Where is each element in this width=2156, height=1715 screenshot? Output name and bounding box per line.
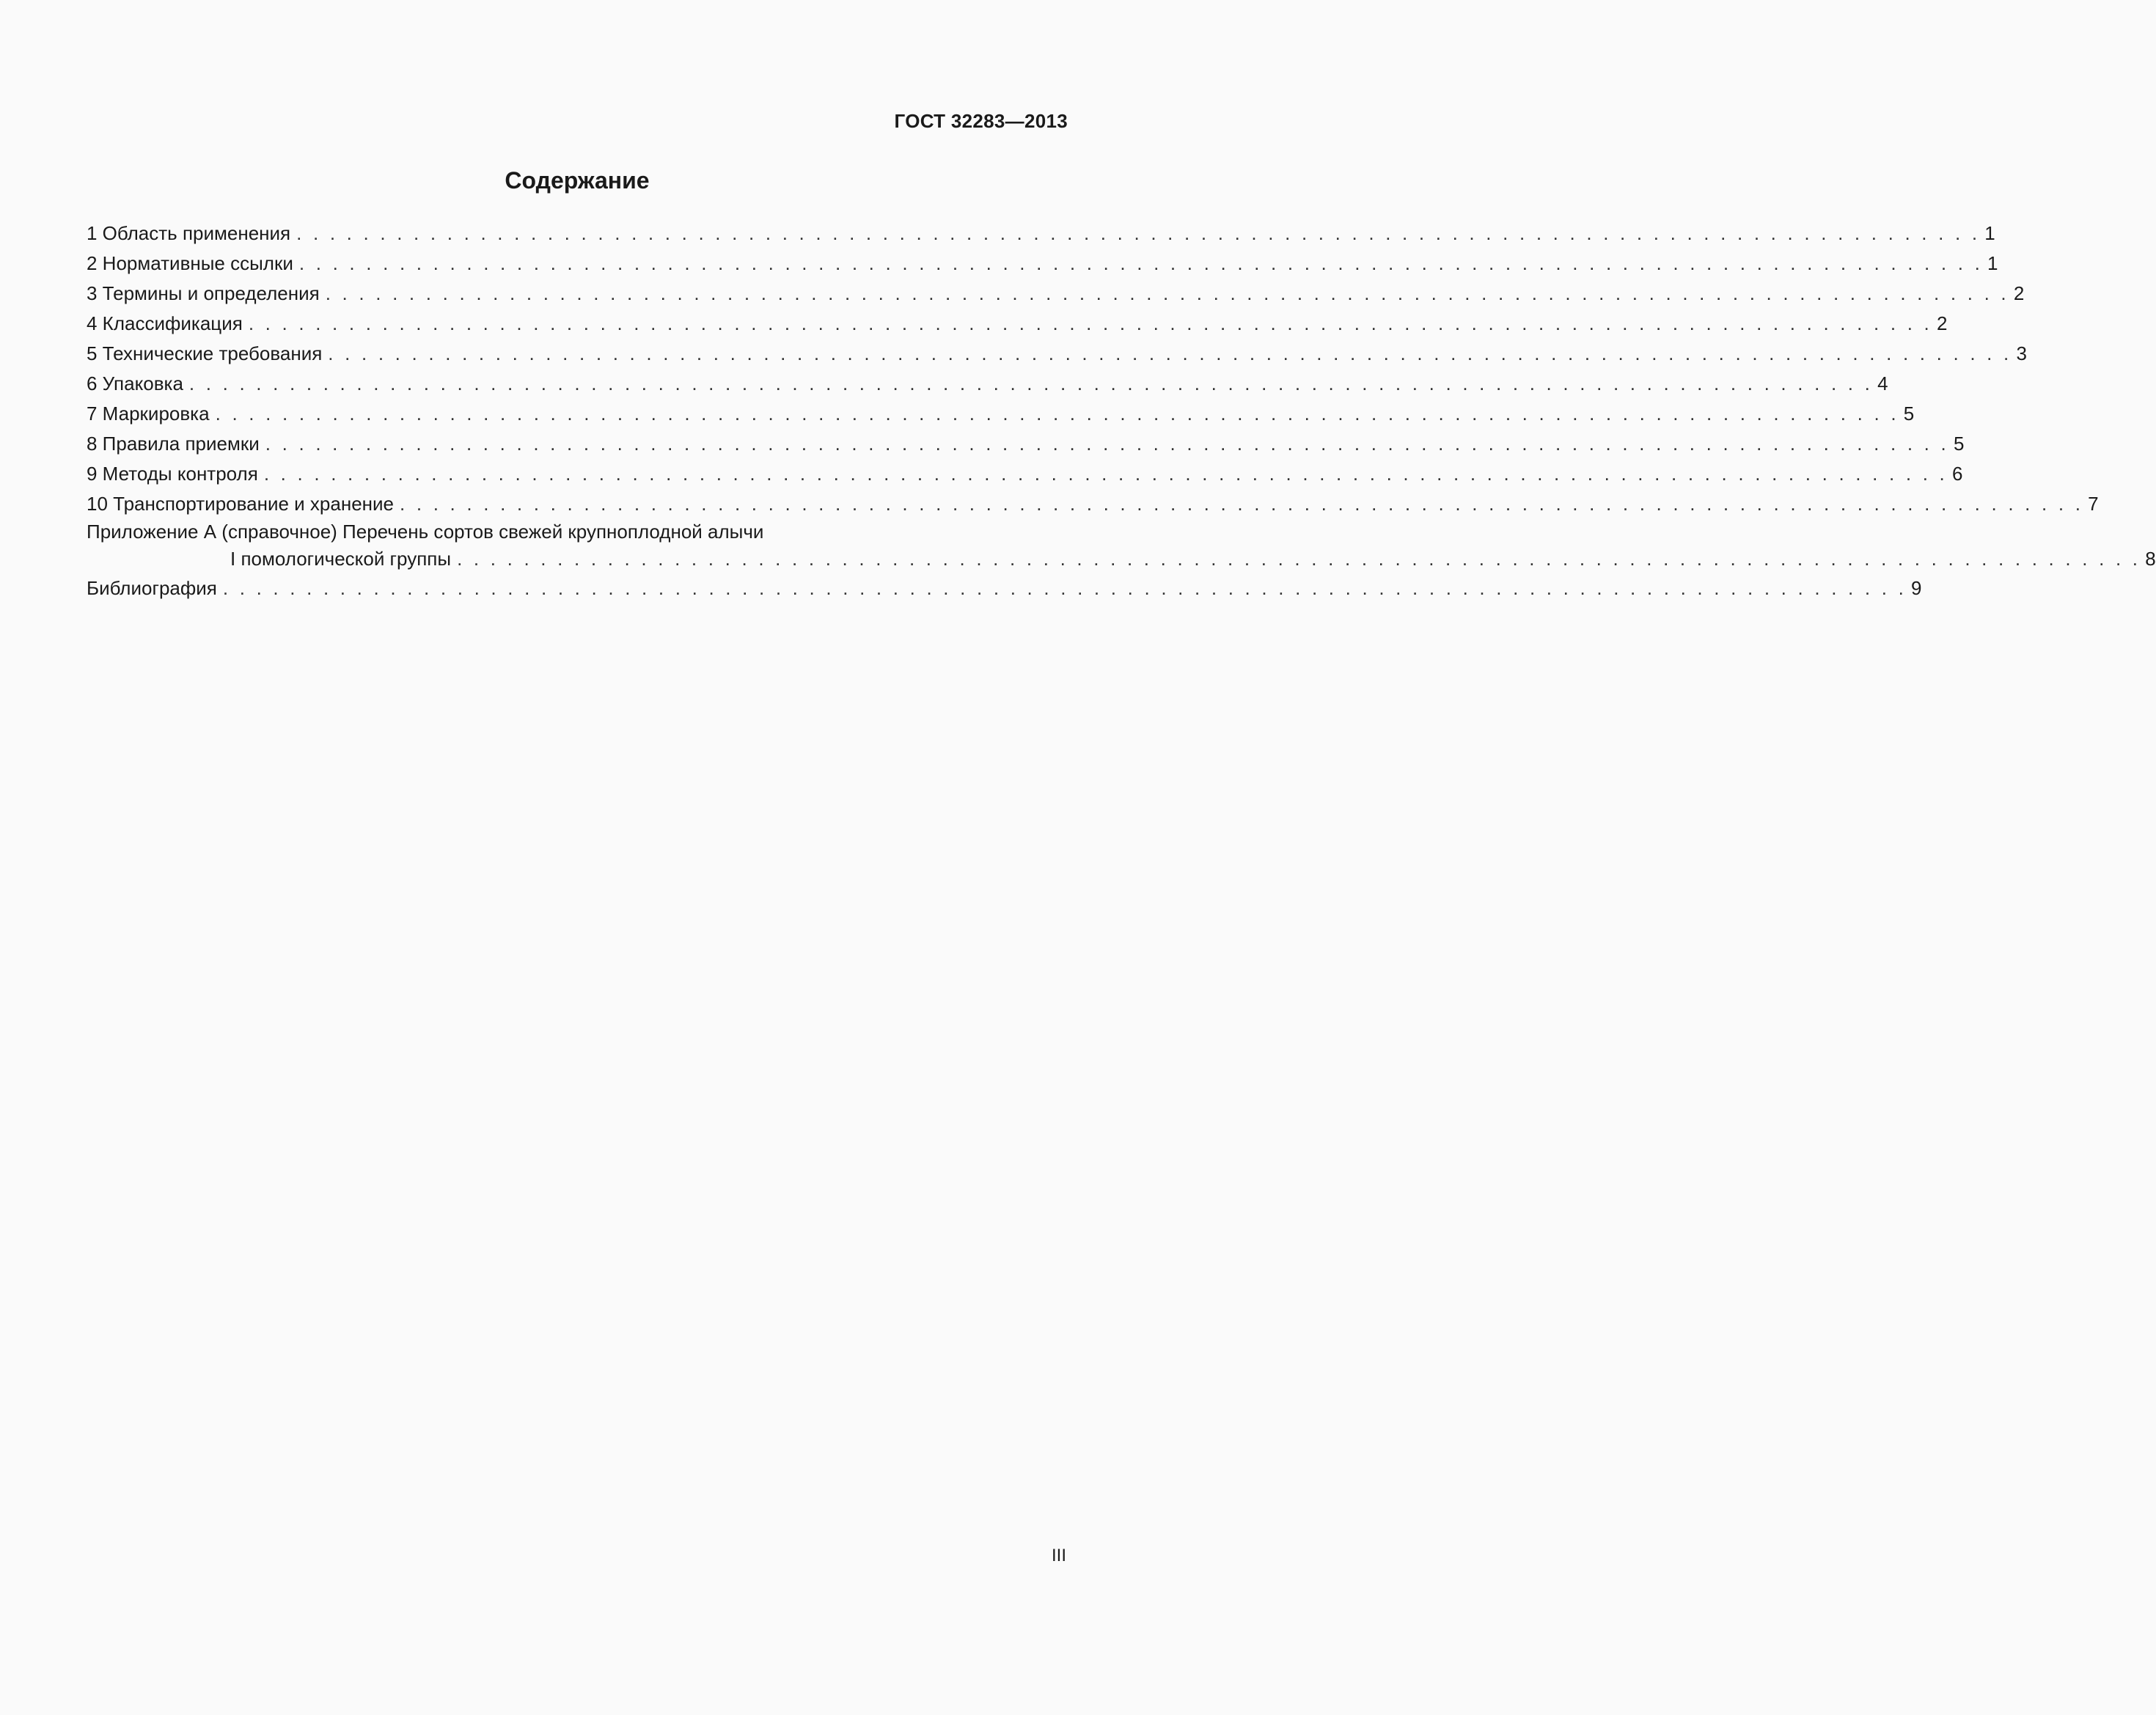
toc-item-page: 1 xyxy=(1984,222,1995,244)
toc-leader-dots: . . . . . . . . . . . . . . . . . . . . . . . . . . . . . . . . . . . . . . . . . . . . . . . . . . . . . . . . . . . . . . . . . . . . . . . . . . . . . . . . . . . . . . . . . . . . . . . . . . . . . xyxy=(400,493,2084,515)
toc-item-page: 6 xyxy=(1951,463,1963,485)
toc-appendix-label-line1: Приложение А (справочное) Перечень сортов свежей крупноплодной алычи xyxy=(87,521,764,543)
toc-item[interactable] xyxy=(87,369,1888,399)
toc-item-label: 4 Классификация xyxy=(87,312,243,334)
toc-item-label: Библиография xyxy=(87,577,217,599)
toc-leader-dots: . . . . . . . . . . . . . . . . . . . . . . . . . . . . . . . . . . . . . . . . . . . . . . . . . . . . . . . . . . . . . . . . . . . . . . . . . . . . . . . . . . . . . . . . . . . . . . . . . . . . . xyxy=(222,577,1907,599)
toc-item-page: 4 xyxy=(1877,372,1888,394)
toc-item[interactable] xyxy=(87,309,1948,339)
toc-item-label: 8 Правила приемки xyxy=(87,433,260,455)
toc-item[interactable] xyxy=(87,279,2025,309)
document-id: ГОСТ 32283—2013 xyxy=(894,110,1068,132)
toc-leader-dots: . . . . . . . . . . . . . . . . . . . . . . . . . . . . . . . . . . . . . . . . . . . . . . . . . . . . . . . . . . . . . . . . . . . . . . . . . . . . . . . . . . . . . . . . . . . . . . . . . . . . . xyxy=(188,372,1874,394)
toc-leader-dots: . . . . . . . . . . . . . . . . . . . . . . . . . . . . . . . . . . . . . . . . . . . . . . . . . . . . . . . . . . . . . . . . . . . . . . . . . . . . . . . . . . . . . . . . . . . . . . . . . . . . . xyxy=(263,463,1948,485)
toc-item[interactable] xyxy=(87,489,2099,519)
toc-item-label: 1 Область применения xyxy=(87,222,291,244)
toc-leader-dots: . . . . . . . . . . . . . . . . . . . . . . . . . . . . . . . . . . . . . . . . . . . . . . . . . . . . . . . . . . . . . . . . . . . . . . . . . . . . . . . . . . . . . . . . . . . . . . . . . . . . . xyxy=(215,403,1899,425)
table-of-contents xyxy=(87,218,2156,603)
toc-item-label: 9 Методы контроля xyxy=(87,463,258,485)
toc-item-page: 1 xyxy=(1987,252,1998,274)
toc-item[interactable] xyxy=(87,399,1915,429)
toc-leader-dots: . . . . . . . . . . . . . . . . . . . . . . . . . . . . . . . . . . . . . . . . . . . . . . . . . . . . . . . . . . . . . . . . . . . . . . . . . . . . . . . . . . . . . . . . . . . . . . . . . . . . . xyxy=(265,433,1949,455)
toc-leader-dots: . . . . . . . . . . . . . . . . . . . . . . . . . . . . . . . . . . . . . . . . . . . . . . . . . . . . . . . . . . . . . . . . . . . . . . . . . . . . . . . . . . . . . . . . . . . . . . . . . . . . . xyxy=(328,342,2012,364)
toc-leader-dots: . . . . . . . . . . . . . . . . . . . . . . . . . . . . . . . . . . . . . . . . . . . . . . . . . . . . . . . . . . . . . . . . . . . . . . . . . . . . . . . . . . . . . . . . . . . . . . . . . . . . . xyxy=(298,252,1984,274)
toc-item-page: 8 xyxy=(2145,548,2156,570)
toc-appendix-label-line2: I помологической группы xyxy=(230,548,452,570)
toc-item-appendix[interactable] xyxy=(87,519,2156,573)
toc-item-label: 3 Термины и определения xyxy=(87,282,320,304)
toc-leader-dots: . . . . . . . . . . . . . . . . . . . . . . . . . . . . . . . . . . . . . . . . . . . . . . . . . . . . . . . . . . . . . . . . . . . . . . . . . . . . . . . . . . . . . . . . . . . . . . . . . . . . . xyxy=(296,222,1981,244)
toc-title: Содержание xyxy=(505,167,650,194)
toc-leader-dots: . . . . . . . . . . . . . . . . . . . . . . . . . . . . . . . . . . . . . . . . . . . . . . . . . . . . . . . . . . . . . . . . . . . . . . . . . . . . . . . . . . . . . . . . . . . . . . . . . . . . . xyxy=(457,548,2141,570)
page-number: III xyxy=(1051,1546,1066,1565)
toc-item[interactable] xyxy=(87,429,1965,459)
toc-leader-dots: . . . . . . . . . . . . . . . . . . . . . . . . . . . . . . . . . . . . . . . . . . . . . . . . . . . . . . . . . . . . . . . . . . . . . . . . . . . . . . . . . . . . . . . . . . . . . . . . . . . . . xyxy=(248,312,1932,334)
toc-item-page: 9 xyxy=(1911,577,1922,599)
toc-item-page: 2 xyxy=(2013,282,2025,304)
toc-item-label: 6 Упаковка xyxy=(87,372,183,394)
toc-leader-dots: . . . . . . . . . . . . . . . . . . . . . . . . . . . . . . . . . . . . . . . . . . . . . . . . . . . . . . . . . . . . . . . . . . . . . . . . . . . . . . . . . . . . . . . . . . . . . . . . . . . . . xyxy=(325,282,2009,304)
toc-item-page: 5 xyxy=(1953,433,1965,455)
toc-item-page: 3 xyxy=(2016,342,2027,364)
toc-item-label: 10 Транспортирование и хранение xyxy=(87,493,394,515)
toc-item[interactable] xyxy=(87,249,1998,279)
toc-item-bibliography[interactable] xyxy=(87,573,1922,603)
toc-item-page: 5 xyxy=(1903,403,1915,425)
toc-item[interactable] xyxy=(87,218,1995,249)
toc-item-label: 7 Маркировка xyxy=(87,403,210,425)
toc-item-label: 5 Технические требования xyxy=(87,342,323,364)
toc-item-page: 7 xyxy=(2088,493,2099,515)
toc-item[interactable] xyxy=(87,339,2027,369)
toc-appendix-line2 xyxy=(87,544,2156,573)
toc-item[interactable] xyxy=(87,459,1963,489)
toc-item-label: 2 Нормативные ссылки xyxy=(87,252,293,274)
toc-item-page: 2 xyxy=(1936,312,1948,334)
